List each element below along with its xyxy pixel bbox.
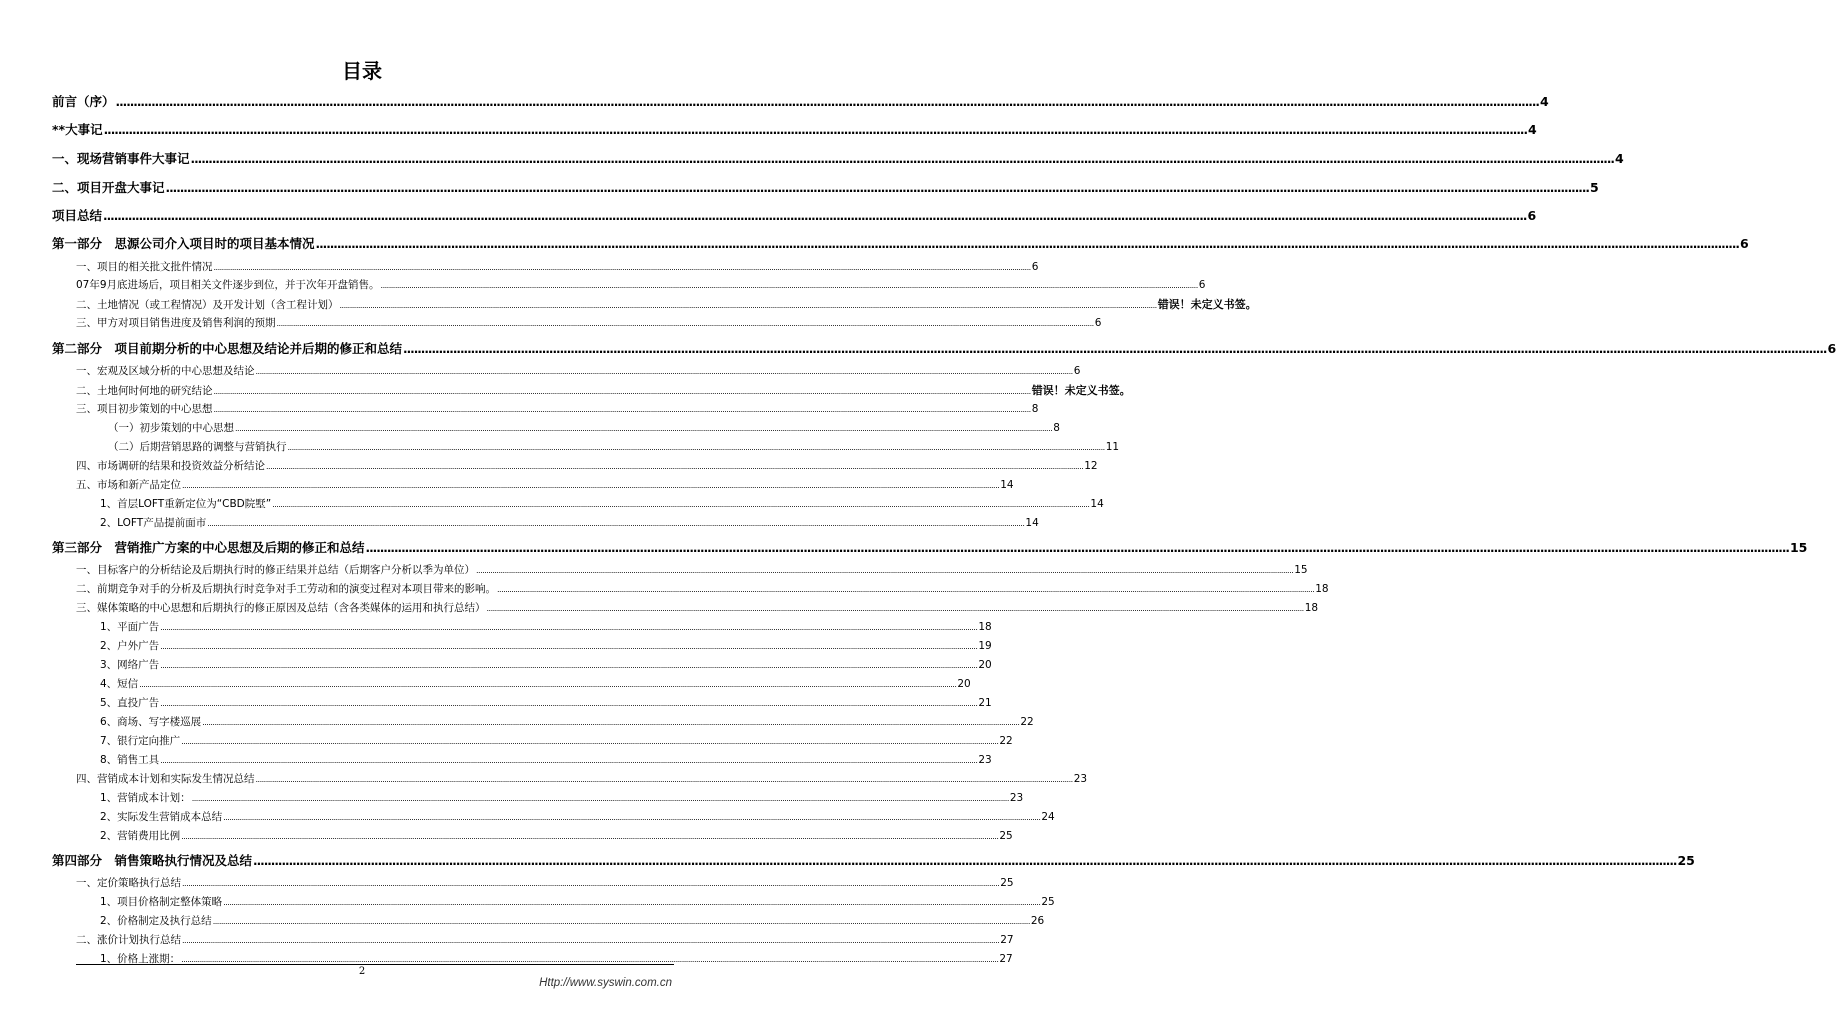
toc-leader-dots: ................................................................................................................................................................................................................................................................................................................................................................................................................ [165,181,1589,195]
toc-page-number: 27 [1000,934,1014,946]
toc-leader-dots: ................................................................................................................................................................................................................................................................................................................................................................................................................ [190,152,1614,166]
toc-leader-dots: ................................................................................................................................................................................................................................................................................................................................................................................................................ [476,566,1294,575]
toc-page-number: 错误！未定义书签。 [1157,298,1257,311]
toc-leader-dots: ................................................................................................................................................................................................................................................................................................................................................................................................................ [315,237,1739,251]
toc-entry-title: 1、价格上涨期： [100,953,181,965]
toc-section-entry[interactable] [52,234,1749,252]
toc-section-entry[interactable] [52,538,1808,556]
toc-leader-dots: ................................................................................................................................................................................................................................................................................................................................................................................................................ [181,955,999,964]
toc-entry-title: 二、涨价计划执行总结 [76,934,181,946]
toc-page-number: 14 [1090,498,1104,510]
toc-leader-dots: ................................................................................................................................................................................................................................................................................................................................................................................................................ [103,209,1527,223]
toc-leader-dots: ................................................................................................................................................................................................................................................................................................................................................................................................................ [181,737,999,746]
toc-page-number: 18 [1315,583,1329,595]
toc-leader-dots: ................................................................................................................................................................................................................................................................................................................................................................................................................ [191,794,1009,803]
toc-entry-title: 4、短信 [100,678,139,690]
toc-page-number: 25 [1000,877,1014,889]
toc-subsection-entry[interactable] [76,458,1098,473]
toc-page-number: 11 [1105,441,1120,453]
toc-leader-dots: ................................................................................................................................................................................................................................................................................................................................................................................................................ [202,718,1020,727]
toc-leader-dots: ................................................................................................................................................................................................................................................................................................................................................................................................................ [339,301,1157,310]
toc-page-number: 6 [1198,279,1206,291]
toc-page-number: 6 [1739,236,1749,251]
toc-page-number: 6 [1031,261,1039,273]
toc-page-number: 6 [1527,208,1537,223]
toc-section-entry[interactable] [52,120,1537,138]
toc-leader-dots: ................................................................................................................................................................................................................................................................................................................................................................................................................ [160,642,978,651]
toc-subsection-entry[interactable] [76,771,1088,786]
toc-subsection-entry[interactable] [100,828,1013,843]
toc-leader-dots: ................................................................................................................................................................................................................................................................................................................................................................................................................ [160,661,978,670]
toc-page-number: 23 [1009,792,1024,804]
toc-page-number: 4 [1528,122,1537,137]
toc-page-number: 15 [1294,564,1308,576]
toc-leader-dots: ................................................................................................................................................................................................................................................................................................................................................................................................................ [255,367,1073,376]
toc-leader-dots: ................................................................................................................................................................................................................................................................................................................................................................................................................ [103,123,1528,137]
toc-entry-title: （一）初步策划的中心思想 [108,422,234,434]
toc-leader-dots: ................................................................................................................................................................................................................................................................................................................................................................................................................ [115,95,1539,109]
toc-subsection-entry[interactable] [100,733,1013,748]
toc-entry-title: 2、实际发生营销成本总结 [100,811,223,823]
toc-leader-dots: ................................................................................................................................................................................................................................................................................................................................................................................................................ [403,342,1827,356]
toc-leader-dots: ................................................................................................................................................................................................................................................................................................................................................................................................................ [223,813,1041,822]
toc-subsection-entry[interactable] [100,496,1104,511]
toc-page-number: 20 [978,659,992,671]
toc-entry-title: 四、市场调研的结果和投资效益分析结论 [76,460,265,472]
toc-page-number: 错误！未定义书签。 [1031,384,1131,397]
toc-entry-title: 第三部分 营销推广方案的中心思想及后期的修正和总结 [52,540,365,555]
toc-page-number: 14 [1000,479,1014,491]
toc-section-entry[interactable] [52,851,1695,869]
toc-page-number: 25 [1041,896,1055,908]
toc-leader-dots: ................................................................................................................................................................................................................................................................................................................................................................................................................ [160,623,978,632]
toc-page-number: 8 [1053,422,1060,434]
toc-subsection-entry[interactable] [76,600,1319,615]
toc-entry-title: 五、市场和新产品定位 [76,479,181,491]
toc-section-entry[interactable] [52,92,1549,110]
toc-entry-title: （二）后期营销思路的调整与营销执行 [108,441,287,453]
toc-leader-dots: ................................................................................................................................................................................................................................................................................................................................................................................................................ [182,936,1000,945]
footer-divider [76,964,674,965]
toc-entry-title: 5、直投广告 [100,697,160,709]
toc-entry-title: 二、项目开盘大事记 [52,180,165,195]
toc-subsection-entry[interactable] [100,714,1034,729]
toc-entry-title: **大事记 [52,122,103,137]
toc-entry-title: 第四部分 销售策略执行情况及总结 [52,853,253,868]
toc-entry-title: 2、价格制定及执行总结 [100,915,212,927]
toc-entry-title: 四、营销成本计划和实际发生情况总结 [76,773,255,785]
toc-page-number: 15 [1789,540,1808,555]
toc-page-number: 8 [1031,403,1039,415]
toc-leader-dots: ................................................................................................................................................................................................................................................................................................................................................................................................................ [139,680,957,689]
toc-entry-title: 一、项目的相关批文批件情况 [76,261,213,273]
toc-leader-dots: ................................................................................................................................................................................................................................................................................................................................................................................................................ [287,443,1105,452]
toc-page-number: 18 [978,621,992,633]
toc-section-entry[interactable] [52,149,1624,167]
toc-leader-dots: ................................................................................................................................................................................................................................................................................................................................................................................................................ [160,699,978,708]
toc-subsection-entry[interactable] [108,439,1120,454]
toc-entry-title: 三、项目初步策划的中心思想 [76,403,213,415]
toc-entry-title: 二、土地情况（或工程情况）及开发计划（含工程计划） [76,299,339,311]
toc-subsection-entry[interactable] [76,477,1014,492]
toc-title: 目录 [342,59,382,83]
toc-leader-dots: ................................................................................................................................................................................................................................................................................................................................................................................................................ [160,756,978,765]
toc-subsection-entry[interactable] [100,515,1039,530]
toc-page-number: 23 [1073,773,1088,785]
toc-subsection-entry[interactable] [100,809,1055,824]
toc-entry-title: 3、网络广告 [100,659,160,671]
toc-page-number: 4 [1539,94,1549,109]
toc-subsection-entry[interactable] [76,296,1257,312]
toc-page-number: 22 [1020,716,1034,728]
toc-page-number: 21 [978,697,992,709]
toc-page-number: 23 [978,754,992,766]
toc-section-entry[interactable] [52,206,1537,224]
toc-section-entry[interactable] [52,339,1836,357]
toc-page-number: 5 [1589,180,1599,195]
toc-subsection-entry[interactable] [100,619,992,634]
toc-subsection-entry[interactable] [100,695,992,710]
toc-page-number: 22 [999,735,1013,747]
toc-leader-dots: ................................................................................................................................................................................................................................................................................................................................................................................................................ [272,500,1090,509]
toc-entry-title: 7、银行定向推广 [100,735,181,747]
toc-entry-title: 一、定价策略执行总结 [76,877,181,889]
toc-leader-dots: ................................................................................................................................................................................................................................................................................................................................................................................................................ [497,585,1315,594]
toc-leader-dots: ................................................................................................................................................................................................................................................................................................................................................................................................................ [182,879,1000,888]
toc-leader-dots: ................................................................................................................................................................................................................................................................................................................................................................................................................ [235,424,1053,433]
toc-leader-dots: ................................................................................................................................................................................................................................................................................................................................................................................................................ [181,832,999,841]
toc-page-number: 18 [1304,602,1319,614]
toc-subsection-entry[interactable] [100,913,1045,928]
toc-entry-title: 三、媒体策略的中心思想和后期执行的修正原因及总结（含各类媒体的运用和执行总结） [76,602,486,614]
toc-entry-title: 8、销售工具 [100,754,160,766]
toc-entry-title: 07年9月底进场后，项目相关文件逐步到位，并于次年开盘销售。 [76,279,380,291]
toc-subsection-entry[interactable] [76,562,1308,577]
toc-entry-title: 二、前期竞争对手的分析及后期执行时竞争对手工劳动和的演变过程对本项目带来的影响。 [76,583,496,595]
toc-page-number: 19 [978,640,992,652]
toc-leader-dots: ................................................................................................................................................................................................................................................................................................................................................................................................................ [486,604,1304,613]
toc-page-number: 6 [1827,341,1836,356]
toc-page-number: 6 [1094,317,1102,329]
toc-subsection-entry[interactable] [76,581,1329,596]
toc-subsection-entry[interactable] [100,638,992,653]
toc-page-number: 27 [999,953,1013,965]
toc-leader-dots: ................................................................................................................................................................................................................................................................................................................................................................................................................ [182,481,1000,490]
toc-leader-dots: ................................................................................................................................................................................................................................................................................................................................................................................................................ [223,898,1041,907]
toc-subsection-entry[interactable] [100,752,992,767]
toc-subsection-entry[interactable] [100,894,1055,909]
footer-url: Http://www.syswin.com.cn [539,977,672,989]
toc-subsection-entry[interactable] [76,401,1039,416]
toc-leader-dots: ................................................................................................................................................................................................................................................................................................................................................................................................................ [276,319,1094,328]
toc-entry-title: 2、户外广告 [100,640,160,652]
toc-leader-dots: ................................................................................................................................................................................................................................................................................................................................................................................................................ [365,541,1789,555]
toc-entry-title: 第二部分 项目前期分析的中心思想及结论并后期的修正和总结 [52,341,403,356]
toc-subsection-entry[interactable] [76,315,1102,330]
toc-entry-title: 三、甲方对项目销售进度及销售利润的预期 [76,317,276,329]
toc-leader-dots: ................................................................................................................................................................................................................................................................................................................................................................................................................ [266,462,1084,471]
toc-leader-dots: ................................................................................................................................................................................................................................................................................................................................................................................................................ [207,519,1025,528]
toc-entry-title: 项目总结 [52,208,103,223]
toc-entry-title: 一、宏观及区域分析的中心思想及结论 [76,365,255,377]
toc-entry-title: 1、平面广告 [100,621,160,633]
toc-subsection-entry[interactable] [100,790,1024,805]
toc-page-number: 20 [957,678,971,690]
toc-entry-title: 二、土地何时何地的研究结论 [76,385,213,397]
toc-entry-title: 1、项目价格制定整体策略 [100,896,223,908]
toc-subsection-entry[interactable] [100,676,971,691]
toc-entry-title: 2、LOFT产品提前面市 [100,517,207,529]
toc-entry-title: 1、首层LOFT重新定位为“CBD院墅” [100,498,272,510]
toc-subsection-entry[interactable] [108,420,1060,435]
toc-page-number: 25 [999,830,1013,842]
toc-page-number: 14 [1025,517,1039,529]
toc-subsection-entry[interactable] [76,277,1206,292]
toc-entry-title: 前言（序） [52,94,115,109]
toc-subsection-entry[interactable] [76,382,1131,398]
toc-page-number: 12 [1084,460,1098,472]
toc-leader-dots: ................................................................................................................................................................................................................................................................................................................................................................................................................ [213,263,1031,272]
toc-page-number: 25 [1677,853,1695,868]
toc-page-number: 26 [1030,915,1045,927]
toc-subsection-entry[interactable] [76,259,1039,274]
toc-section-entry[interactable] [52,178,1599,196]
toc-subsection-entry[interactable] [76,932,1014,947]
toc-subsection-entry[interactable] [76,875,1014,890]
toc-entry-title: 2、营销费用比例 [100,830,181,842]
toc-entry-title: 6、商场、写字楼巡展 [100,716,202,728]
toc-leader-dots: ................................................................................................................................................................................................................................................................................................................................................................................................................ [255,775,1073,784]
toc-leader-dots: ................................................................................................................................................................................................................................................................................................................................................................................................................ [213,387,1031,396]
toc-page-number: 6 [1073,365,1081,377]
toc-page-number: 4 [1614,151,1624,166]
toc-entry-title: 1、营销成本计划： [100,792,191,804]
toc-leader-dots: ................................................................................................................................................................................................................................................................................................................................................................................................................ [253,854,1677,868]
toc-entry-title: 第一部分 思源公司介入项目时的项目基本情况 [52,236,315,251]
page-number: 2 [358,966,366,977]
toc-leader-dots: ................................................................................................................................................................................................................................................................................................................................................................................................................ [212,917,1030,926]
toc-leader-dots: ................................................................................................................................................................................................................................................................................................................................................................................................................ [213,405,1031,414]
toc-subsection-entry[interactable] [76,363,1081,378]
toc-page-number: 24 [1041,811,1055,823]
toc-leader-dots: ................................................................................................................................................................................................................................................................................................................................................................................................................ [380,281,1198,290]
toc-entry-title: 一、现场营销事件大事记 [52,151,190,166]
toc-entry-title: 一、目标客户的分析结论及后期执行时的修正结果并总结（后期客户分析以季为单位） [76,564,475,576]
toc-subsection-entry[interactable] [100,657,992,672]
